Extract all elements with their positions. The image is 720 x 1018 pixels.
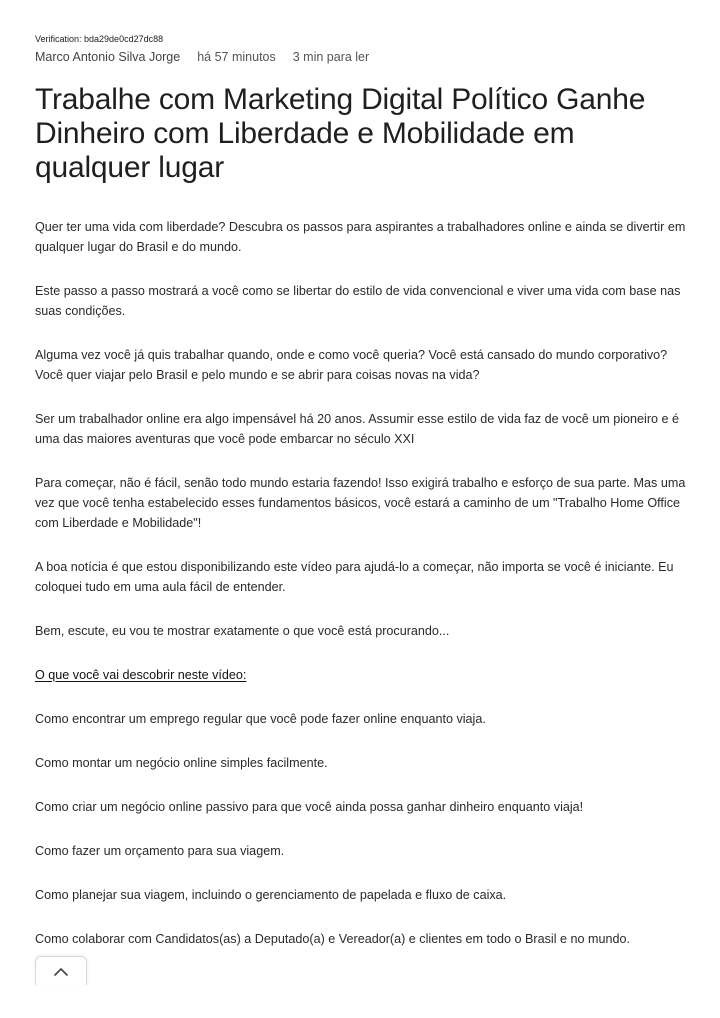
article-body <box>35 217 690 949</box>
list-item: Como fazer um orçamento para sua viagem. <box>35 844 285 858</box>
page-title: Trabalhe com Marketing Digital Político Ganhe Dinheiro com Liberdade e Mobilidade em qualquer lugar <box>35 83 646 184</box>
paragraph: Este passo a passo mostrará a você como se libertar do estilo de vida convencional e viver uma vida com base nas suas condições. <box>35 284 681 318</box>
paragraph: Ser um trabalhador online era algo impensável há 20 anos. Assumir esse estilo de vida faz de você um pioneiro e é uma das maiores aventuras que você pode embarcar no século XXI <box>35 412 680 446</box>
paragraph: Para começar, não é fácil, senão todo mundo estaria fazendo! Isso exigirá trabalho e esforço de sua parte. Mas uma vez que você tenha estabelecido esses fundamentos básicos, você estará a caminho de um "Trabalho Home Office com Liberdade e Mobilidade"! <box>35 476 686 530</box>
chevron-up-icon <box>54 967 68 976</box>
article-meta <box>35 49 690 65</box>
published-time: há 57 minutos <box>197 50 276 64</box>
scroll-to-top-button[interactable] <box>35 956 87 985</box>
list-item: Como montar um negócio online simples facilmente. <box>35 756 328 770</box>
list-heading: O que você vai descobrir neste vídeo: <box>35 668 247 682</box>
author-name[interactable]: Marco Antonio Silva Jorge <box>35 50 181 64</box>
paragraph: Quer ter uma vida com liberdade? Descubra os passos para aspirantes a trabalhadores online e ainda se divertir em qualquer lugar do Brasil e do mundo. <box>35 220 686 254</box>
paragraph: Bem, escute, eu vou te mostrar exatamente o que você está procurando... <box>35 624 450 638</box>
read-time: 3 min para ler <box>292 50 370 64</box>
paragraph: A boa notícia é que estou disponibilizando este vídeo para ajudá-lo a começar, não importa se você é iniciante. Eu coloquei tudo em uma aula fácil de entender. <box>35 560 674 594</box>
list-item: Como planejar sua viagem, incluindo o gerenciamento de papelada e fluxo de caixa. <box>35 888 507 902</box>
paragraph: Alguma vez você já quis trabalhar quando, onde e como você queria? Você está cansado do mundo corporativo? Você quer viajar pelo Brasil e pelo mundo e se abrir para coisas novas na vida? <box>35 348 668 382</box>
list-item: Como criar um negócio online passivo para que você ainda possa ganhar dinheiro enquanto viaja! <box>35 800 584 814</box>
list-item: Como encontrar um emprego regular que você pode fazer online enquanto viaja. <box>35 712 486 726</box>
article <box>35 34 690 973</box>
list-item: Como colaborar com Candidatos(as) a Deputado(a) e Vereador(a) e clientes em todo o Brasil e no mundo. <box>35 932 631 946</box>
verification-text: Verification: bda29de0cd27dc88 <box>35 34 164 44</box>
